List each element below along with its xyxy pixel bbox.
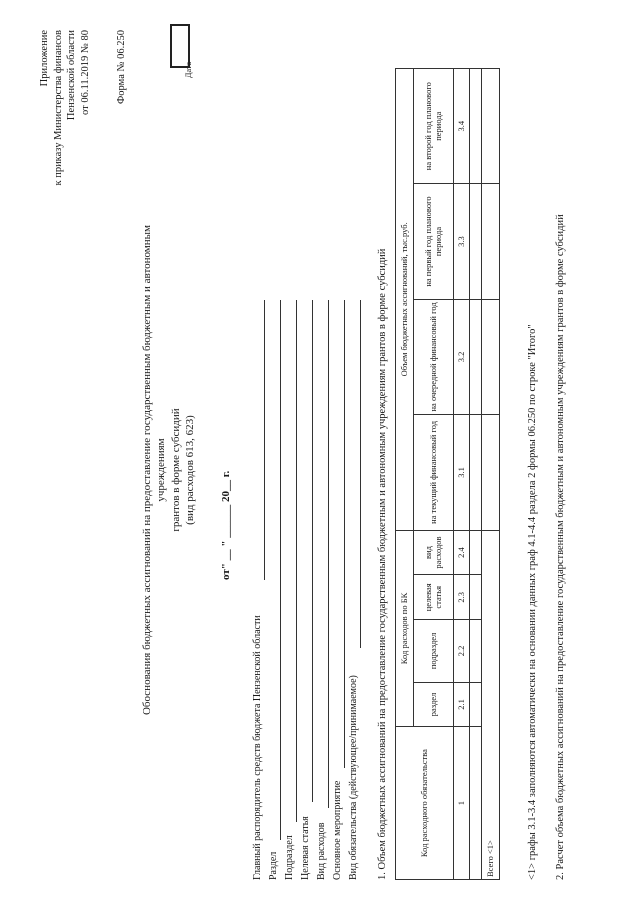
- header-podrazdel: подраздел: [414, 620, 454, 683]
- header-razdel: раздел: [414, 682, 454, 727]
- total-row: [482, 69, 500, 880]
- field-obligation-type: [348, 240, 364, 880]
- fill-line[interactable]: [296, 300, 297, 822]
- field-label: Главный распорядитель средств бюджета Пензенской области: [252, 615, 263, 880]
- header-expense-kind: вид расходов: [414, 530, 454, 575]
- field-label: Раздел: [268, 851, 279, 880]
- rotated-form: [20, 30, 620, 880]
- col-number: 2.2: [454, 620, 470, 683]
- header-plan-year1: на первый год планового периода: [414, 184, 454, 299]
- fill-line[interactable]: [280, 300, 281, 840]
- field-target-item: [300, 240, 316, 880]
- fill-line[interactable]: [344, 300, 345, 768]
- subsidy-volume-table: [395, 68, 500, 880]
- col-number: 3.4: [454, 69, 470, 184]
- title-line: Обоснования бюджетных ассигнований на предоставление государственным бюджетным и автономным учреждениям: [141, 225, 168, 716]
- appendix-line: от 06.11.2019 № 80: [79, 30, 91, 115]
- fill-line[interactable]: [360, 300, 361, 648]
- header-obligation-code: Код расходного обязательства: [396, 727, 454, 880]
- table-cell[interactable]: [470, 530, 482, 575]
- document-title: [140, 210, 197, 730]
- form-number: Форма № 06.250: [116, 30, 127, 105]
- field-label: Основное мероприятие: [332, 780, 343, 880]
- table-cell[interactable]: [482, 299, 500, 414]
- field-main-activity: [332, 240, 348, 880]
- table-cell[interactable]: [482, 69, 500, 184]
- section2-title: 2. Расчет объема бюджетных ассигнований на предоставление государственным бюджетным и автономным учреждениям грантов в форме субсидий: [555, 214, 566, 880]
- appendix-line: Приложение: [39, 30, 50, 87]
- total-label: Всего <1>: [482, 530, 500, 879]
- header-current-year: на текущий финансовый год: [414, 415, 454, 530]
- table-cell[interactable]: [482, 415, 500, 530]
- fill-line[interactable]: [312, 300, 313, 802]
- col-number: 2.1: [454, 682, 470, 727]
- field-label: Подраздел: [284, 835, 295, 880]
- field-chief-manager: [252, 240, 268, 880]
- document-date-line: от" __ " ______ 20__ г.: [220, 470, 232, 580]
- date-box[interactable]: [170, 24, 190, 68]
- table-cell[interactable]: [470, 682, 482, 727]
- footnote: <1> графы 3.1-3.4 заполняются автоматически на основании данных граф 4.1-4.4 раздела 2 формы 06.250 по строке "Итого": [527, 324, 538, 880]
- table-cell[interactable]: [470, 184, 482, 299]
- column-number-row: [454, 69, 470, 880]
- section1-title: 1. Объем бюджетных ассигнований на предоставление государственным бюджетным и автономным учреждениям грантов в форме субсидий: [377, 248, 388, 880]
- header-next-year: на очередной финансовый год: [414, 299, 454, 414]
- col-number: 3.2: [454, 299, 470, 414]
- col-number: 3.3: [454, 184, 470, 299]
- header-volume-group: Объем бюджетных ассигнований, тыс.руб.: [396, 69, 414, 531]
- table-cell[interactable]: [470, 575, 482, 620]
- table-cell[interactable]: [470, 727, 482, 880]
- header-bk-group: Код расходов по БК: [396, 530, 414, 727]
- table-cell[interactable]: [470, 69, 482, 184]
- col-number: 1: [454, 727, 470, 880]
- date-label: Дата: [184, 62, 193, 78]
- title-line: (вид расходов 613, 623): [183, 415, 196, 525]
- fill-line[interactable]: [264, 300, 265, 580]
- field-label: Вид обязательства (действующее/принимаемое): [348, 675, 359, 880]
- appendix-line: к приказу Министерства финансов: [52, 30, 64, 186]
- appendix-line: Пензенской области: [66, 30, 78, 121]
- header-target: целевая статья: [414, 575, 454, 620]
- field-label: Вид расходов: [316, 822, 327, 880]
- title-line: грантов в форме субсидий: [169, 408, 182, 532]
- table-cell[interactable]: [470, 620, 482, 683]
- table-cell[interactable]: [470, 299, 482, 414]
- header-plan-year2: на второй год планового периода: [414, 69, 454, 184]
- field-section: [268, 240, 284, 880]
- appendix-block: [38, 30, 93, 186]
- fill-line[interactable]: [328, 300, 329, 808]
- col-number: 2.4: [454, 530, 470, 575]
- table-row: [470, 69, 482, 880]
- col-number: 2.3: [454, 575, 470, 620]
- field-expense-type: [316, 240, 332, 880]
- table-cell[interactable]: [482, 184, 500, 299]
- field-label: Целевая статья: [300, 816, 311, 880]
- field-subsection: [284, 240, 300, 880]
- table-cell[interactable]: [470, 415, 482, 530]
- header-fields: [252, 240, 364, 880]
- col-number: 3.1: [454, 415, 470, 530]
